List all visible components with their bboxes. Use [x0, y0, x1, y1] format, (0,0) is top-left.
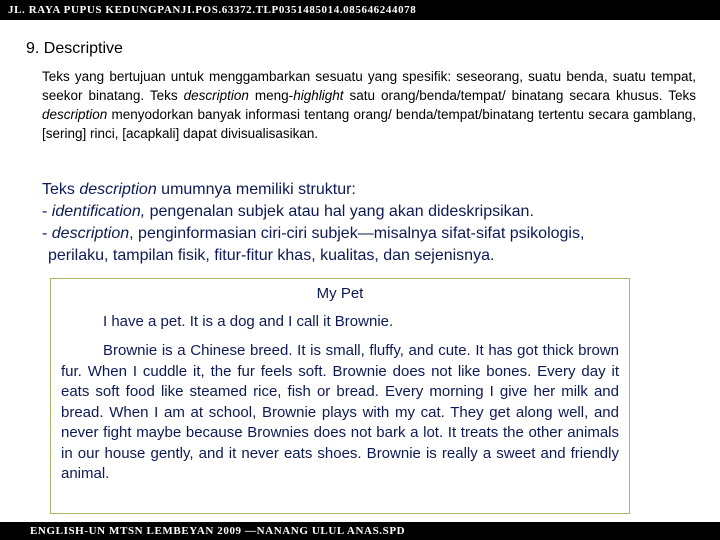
intro-paragraph — [42, 67, 696, 143]
structure-text: , penginformasian ciri-ciri subjek—misalnya sifat-sifat psikologis, — [129, 225, 585, 242]
structure-line-1 — [42, 179, 702, 201]
header-bar — [0, 0, 720, 20]
intro-em-1: description — [183, 88, 249, 103]
intro-text-2: meng- — [248, 88, 294, 103]
footer-bar — [0, 522, 720, 540]
header-address: JL. RAYA PUPUS KEDUNGPANJI.POS.63372.TLP0351485014.085646244078 — [8, 4, 417, 16]
structure-text: Teks — [42, 181, 80, 198]
structure-text: umumnya memiliki struktur: — [156, 181, 356, 198]
structure-text: pengenalan subjek atau hal yang akan dideskripsikan. — [145, 203, 534, 220]
example-paragraph-2: Brownie is a Chinese breed. It is small, fluffy, and cute. It has got thick brown fur. When I cuddle it, the fur feels soft. Brownie does not like bones. Every day it eats soft food like steamed rice, fish or bread. Every morning I give her milk and bread. When I am at school, Brownie plays with my cat. They get along well, and never fight maybe because Brownies does not bark a lot. It treats the other animals in our house gently, and it never eats shoes. Brownie is really a sweet and friendly animal. — [61, 342, 619, 482]
structure-line-3 — [42, 223, 702, 245]
example-text-box — [50, 278, 630, 514]
structure-em: identification, — [51, 203, 146, 220]
intro-text-4: menyodorkan banyak informasi tentang orang/ benda/tempat/binatang tertentu secara gamblang, [sering] rinci, [acapkali] dapat divisualisasikan. — [42, 107, 696, 141]
intro-text-1: Teks yang bertujuan untuk menggambarkan sesuatu yang spesifik: seseorang, suatu benda, suatu tempat, seekor binatang. Teks — [42, 69, 696, 103]
structure-line-4: perilaku, tampilan fisik, fitur-fitur khas, kualitas, dan sejenisnya. — [48, 247, 495, 264]
intro-text-3: satu orang/benda/tempat/ binatang secara khusus. Teks — [343, 88, 696, 103]
structure-text: - — [42, 225, 52, 242]
structure-line-2 — [42, 201, 702, 223]
example-paragraph-1: I have a pet. It is a dog and I call it Brownie. — [103, 313, 394, 330]
intro-em-2: highlight — [293, 88, 344, 103]
structure-block — [42, 179, 702, 267]
structure-text: - — [42, 203, 52, 220]
example-title: My Pet — [316, 285, 364, 302]
structure-em: description — [79, 181, 157, 198]
structure-em: description — [51, 225, 130, 242]
footer-text: ENGLISH-UN MTSN LEMBEYAN 2009 —NANANG ULUL ANAS.SPD — [30, 525, 406, 537]
intro-em-3: description — [42, 107, 108, 122]
section-heading: 9. Descriptive — [26, 40, 123, 57]
